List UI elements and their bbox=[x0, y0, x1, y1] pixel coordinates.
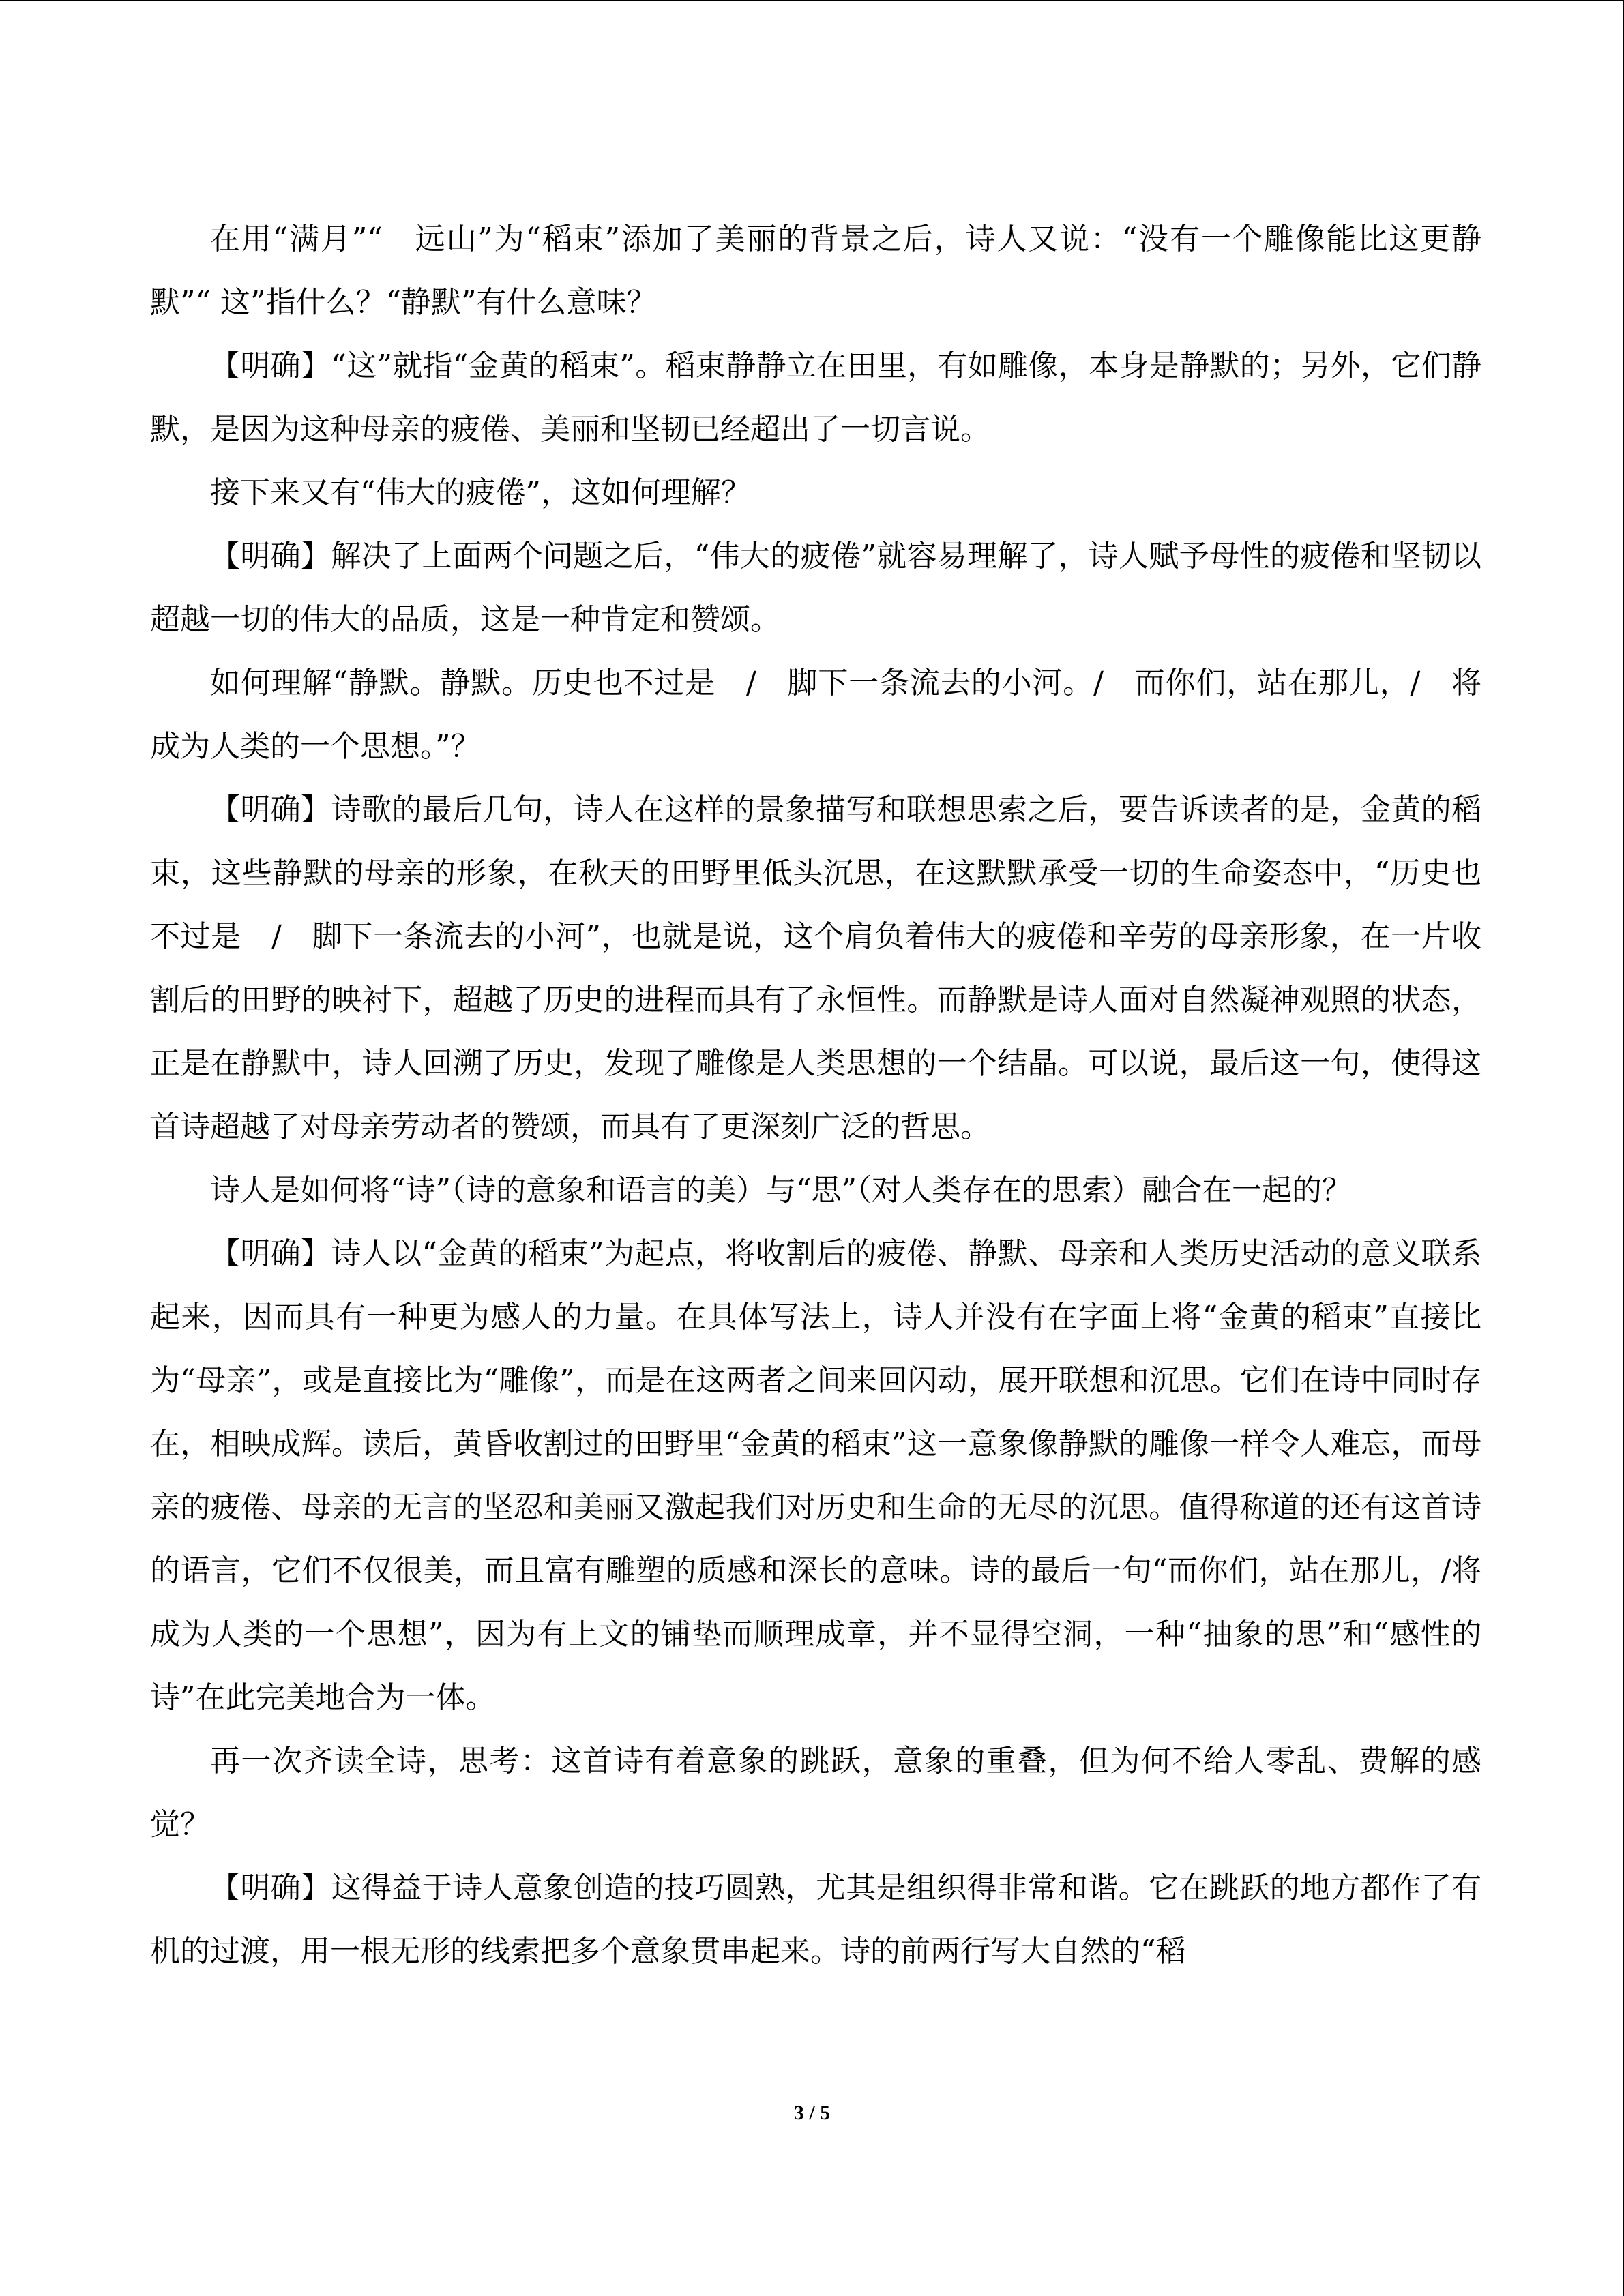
document-body bbox=[150, 207, 1481, 1983]
paragraph-answer-great-fatigue: 【明确】解决了上面两个问题之后，“伟大的疲倦”就容易理解了，诗人赋予母性的疲倦和坚韧以超越一切的伟大的品质，这是一种肯定和赞颂。 bbox=[150, 539, 1481, 637]
paragraph-answer-silence: 【明确】“这”就指“金黄的稻束”。稻束静静立在田里，有如雕像，本身是静默的；另外，它们静默，是因为这种母亲的疲倦、美丽和坚韧已经超出了一切言说。 bbox=[150, 348, 1481, 447]
paragraph-answer-poetry-thought: 【明确】诗人以“金黄的稻束”为起点，将收割后的疲倦、静默、母亲和人类历史活动的意义联系起来，因而具有一种更为感人的力量。在具体写法上，诗人并没有在字面上将“金黄的稻束”直接比为“母亲”，或是直接比为“雕像”，而是在这两者之间来回闪动，展开联想和沉思。它们在诗中同时存在，相映成辉。读后，黄昏收割过的田野里“金黄的稻束”这一意象像静默的雕像一样令人难忘，而母亲的疲倦、母亲的无言的坚忍和美丽又激起我们对历史和生命的无尽的沉思。值得称道的还有这首诗的语言，它们不仅很美，而且富有雕塑的质感和深长的意味。诗的最后一句“而你们，站在那儿，/将成为人类的一个思想”，因为有上文的铺垫而顺理成章，并不显得空洞，一种“抽象的思”和“感性的诗”在此完美地合为一体。 bbox=[150, 1236, 1482, 1715]
paragraph-question-poetry-thought: 诗人是如何将“诗”（诗的意象和语言的美）与“思”（对人类存在的思索）融合在一起的？ bbox=[210, 1173, 1352, 1208]
paragraph-answer-imagery: 【明确】这得益于诗人意象创造的技巧圆熟，尤其是组织得非常和谐。它在跳跃的地方都作了有机的过渡，用一根无形的线索把多个意象贯串起来。诗的前两行写大自然的“稻 bbox=[150, 1870, 1481, 1969]
paragraph-question-silence: 在用“满月”“ 远山”为“稻束”添加了美丽的背景之后，诗人又说：“没有一个雕像能比这更静默”“ 这”指什么？“静默”有什么意味？ bbox=[150, 222, 1481, 320]
page-number: 3 / 5 bbox=[793, 2102, 831, 2124]
paragraph-answer-history: 【明确】诗歌的最后几句，诗人在这样的景象描写和联想思索之后，要告诉读者的是，金黄的稻束，这些静默的母亲的形象，在秋天的田野里低头沉思，在这默默承受一切的生命姿态中，“历史也不过是 / 脚下一条流去的小河”，也就是说，这个肩负着伟大的疲倦和辛劳的母亲形象，在一片收割后的田野的映衬下，超越了历史的进程而具有了永恒性。而静默是诗人面对自然凝神观照的状态，正是在静默中，诗人回溯了历史，发现了雕像是人类思想的一个结晶。可以说，最后这一句，使得这首诗超越了对母亲劳动者的赞颂，而具有了更深刻广泛的哲思。 bbox=[150, 792, 1481, 1144]
paragraph-question-history: 如何理解“静默。静默。历史也不过是 / 脚下一条流去的小河。/ 而你们，站在那儿，/ 将成为人类的一个思想。”？ bbox=[150, 666, 1481, 764]
paragraph-question-imagery: 再一次齐读全诗，思考：这首诗有着意象的跳跃，意象的重叠，但为何不给人零乱、费解的感觉？ bbox=[150, 1744, 1481, 1842]
paragraph-question-great-fatigue: 接下来又有“伟大的疲倦”，这如何理解？ bbox=[210, 475, 751, 510]
